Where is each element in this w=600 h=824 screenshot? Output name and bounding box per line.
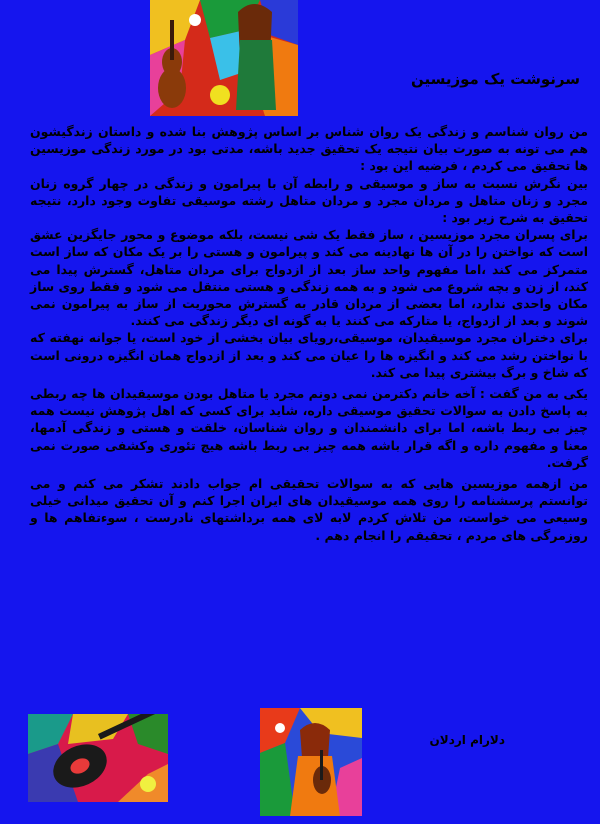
paragraph-women: برای دختران مجرد موسیقیدان، موسیقی،رویای بیان بخشی از خود است، یا جوانه نهفته که با نواختن رشد می کند و انگیزه ها را عیان می کند و بعد از ازدواج همان انگیزه درونی است که شاخ و برگ بیشتری پیدا می کند. xyxy=(30,330,588,380)
bottom-left-painting xyxy=(28,714,168,802)
top-painting xyxy=(150,0,298,116)
top-painting-graphic xyxy=(150,0,298,116)
bottom-left-painting-graphic xyxy=(28,714,168,802)
bottom-middle-painting-graphic xyxy=(260,708,362,816)
paragraph-men: برای پسران مجرد موزیسین ، ساز فقط یک شی نیست، بلکه موضوع و محور جایگزین عشق است که نواختن را در آن ها نهادینه می کند و پیرامون و هستی را بر یک مکان که ساز است متمرکز می کند ،اما مفهوم واحد ساز بعد از ازدواج برای مردان متاهل، گسترش پیدا می کند، از زن و بچه شروع می شود و به همه زندگی و هستی منتقل می شود و فقط روی ساز مکان واحدی ندارد، اما بعضی از مردان قادر به گسترش محوریت از ساز به پیرامون نمی شوند و بعد از ازدواج، یا متارکه می کنند یا به گونه ای دیگر زندگی می کنند. xyxy=(30,227,588,329)
paragraph-intro: من روان شناسم و زندگی یک روان شناس بر اساس پژوهش بنا شده و داستان زندگیشون هم می تونه به صورت بیان نتیجه یک تحقیق جدید باشه، مدتی بود در مورد زندگی موزیسین ها تحقیق می کردم ، فرضیه این بود : xyxy=(30,124,588,174)
page-title: سرنوشت یک موزیسین xyxy=(410,70,580,88)
bottom-middle-painting xyxy=(260,708,362,816)
paragraph-quote: یکی به من گفت : آخه خانم دکترمن نمی دونم مجرد یا متاهل بودن موسیقیدان ها چه ربطی به پاسخ دادن به سوالات تحقیق موسیقی داره، شاید برای کسی که اهل پژوهش نیست همه چیز بی ربط باشه، اما برای دانشمندان و روان شناسان، خلقت و هستی و زندگی آدمها، معنا و مفهوم داره و اگه قرار باشه همه چیز بی ربط باشه هیچ تئوری وکشفی صورت نمی گرفت. xyxy=(30,386,588,470)
author-signature: دلارام اردلان xyxy=(429,733,505,747)
paragraph-thanks: من ازهمه موزیسین هایی که به سوالات تحقیقی ام جواب دادند تشکر می کنم و می توانستم پرسشنامه را روی همه موسیقیدان های ایران اجرا کنم و آن تحقیق میدانی خیلی وسیعی می خواست، من تلاش کردم لابه لای همه برداشتهای نادرست ، سوءتفاهم ها و روزمرگی های مردم ، تحقیقم را انجام دهم . xyxy=(30,476,588,543)
article-body xyxy=(30,123,588,544)
paragraph-hypothesis: بین نگرش نسبت به ساز و موسیقی و رابطه آن با پیرامون و زندگی در چهار گروه زنان مجرد و زنان متاهل و مردان مجرد و مردان متاهل رشته موسیقی تفاوت وجود دارد، نتیجه تحقیق به شرح زیر بود : xyxy=(30,175,588,226)
